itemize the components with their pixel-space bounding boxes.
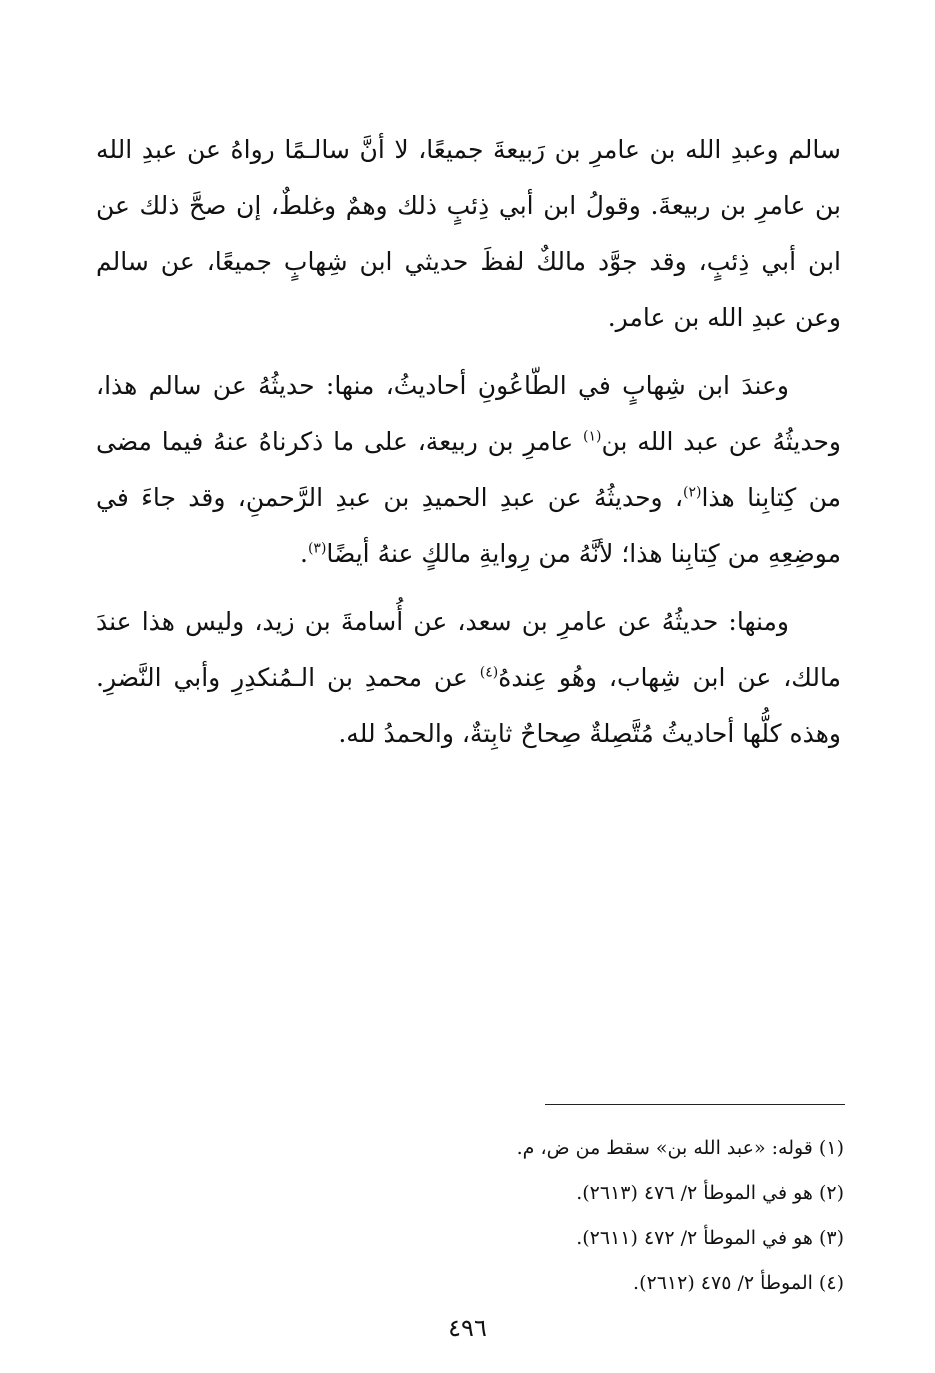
footnote-ref-2[interactable]: (٢) — [683, 484, 702, 501]
page-number: ٤٩٦ — [448, 1314, 487, 1342]
footnote-separator — [545, 1104, 845, 1105]
paragraph-3-text-a: ومنها: حديثُهُ عن عامرِ بن سعد، عن أُسامةَ بن زيد، وليس هذا عندَ مالك، عن ابن شِهاب، وهُو عِندهُ — [96, 607, 841, 692]
paragraph-3 — [96, 594, 841, 762]
footnotes — [96, 1126, 844, 1306]
main-text — [96, 122, 841, 762]
footnote-1: (١) قوله: «عبد الله بن» سقط من ض، م. — [516, 1137, 844, 1159]
paragraph-2-text-b: عامرِ بن ربيعة، على ما ذكرناهُ عنهُ فيما مضى من كِتابِنا هذا — [96, 427, 842, 512]
paragraph-2-end: . — [300, 539, 308, 568]
paragraph-3-text-b: عن محمدِ بن الـمُنكدِرِ وأبي النَّضرِ. وهذه كلُّها أحاديثُ مُتَّصِلةٌ صِحاحٌ ثابِتةٌ، والحمدُ لله. — [96, 663, 841, 748]
footnote-2: (٢) هو في الموطأ ٢/ ٤٧٦ (٢٦١٣). — [576, 1182, 844, 1204]
paragraph-1 — [96, 122, 841, 346]
paragraph-2 — [96, 358, 841, 582]
footnote-ref-1[interactable]: (١) — [582, 428, 602, 445]
paragraph-2-text-c: ، وحديثُهُ عن عبدِ الحميدِ بن عبدِ الرَّحمنِ، وقد جاءَ في موضِعِهِ من كِتابِنا هذا؛ لأنَّهُ من رِوايةِ مالكٍ عنهُ أيضًا — [96, 483, 841, 568]
footnote-ref-4[interactable]: (٤) — [479, 664, 499, 681]
footnote-ref-3[interactable]: (٣) — [307, 540, 327, 557]
paragraph-2-text-a: وعندَ ابن شِهابٍ في الطّاعُونِ أحاديثُ، منها: حديثُهُ عن سالم هذا، وحديثُهُ عن عبد الله بن — [96, 371, 842, 456]
footnote-3: (٣) هو في الموطأ ٢/ ٤٧٢ (٢٦١١). — [576, 1227, 844, 1249]
paragraph-1-text: سالم وعبدِ الله بن عامرِ بن رَبيعةَ جميعًا، لا أنَّ سالـمًا رواهُ عن عبدِ الله بن عامرِ بن ربيعةَ. وقولُ ابن أبي ذِئبٍ ذلك وهمٌ وغلطٌ، إن صحَّ ذلك عن ابن أبي ذِئبٍ، وقد جوَّد مالكٌ لفظَ حديثي ابن شِهابٍ جميعًا، عن سالم وعن عبدِ الله بن عامر. — [96, 135, 841, 332]
footnote-4: (٤) الموطأ ٢/ ٤٧٥ (٢٦١٢). — [633, 1272, 844, 1294]
